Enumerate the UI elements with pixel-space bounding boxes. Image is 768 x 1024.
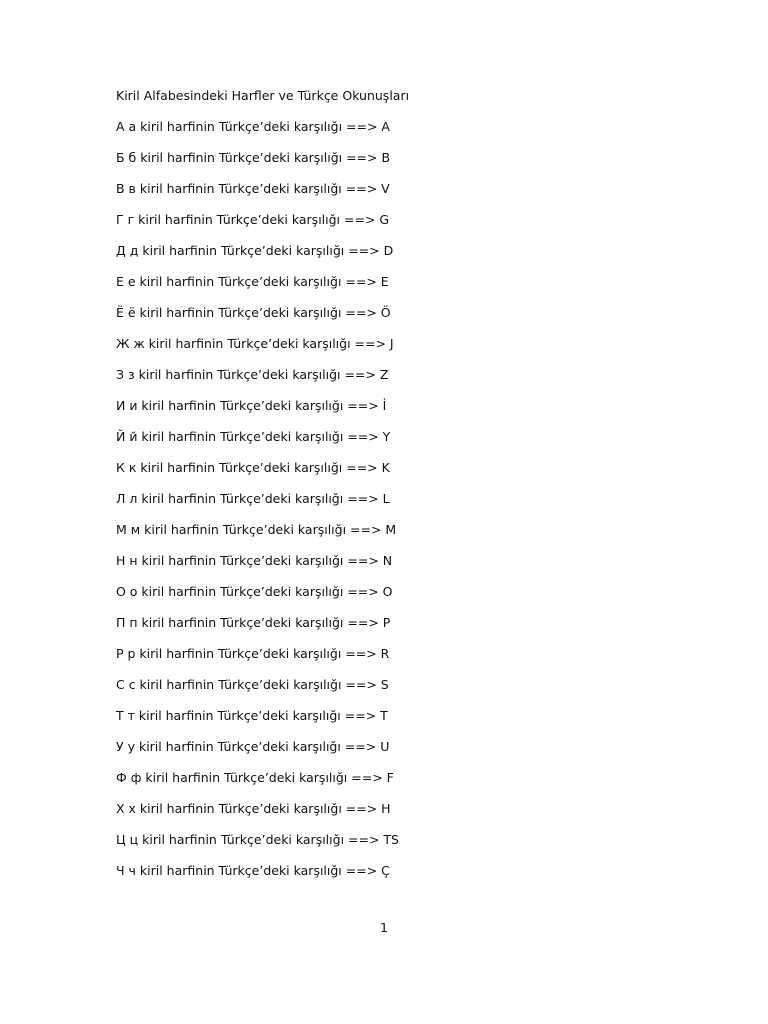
letter-line-ge: Г г kiril harfinin Türkçe’deki karşılığı ==> G bbox=[116, 212, 390, 227]
letter-line-yo: Ё ё kiril harfinin Türkçe’deki karşılığı ==> Ö bbox=[116, 305, 391, 320]
document-body bbox=[116, 86, 676, 892]
letter-line-kha: Х х kiril harfinin Türkçe’deki karşılığı ==> H bbox=[116, 801, 391, 816]
letter-line-en: Н н kiril harfinin Türkçe’deki karşılığı ==> N bbox=[116, 553, 393, 568]
letter-line-te: Т т kiril harfinin Türkçe’deki karşılığı ==> T bbox=[116, 708, 388, 723]
letter-line-ka: К к kiril harfinin Türkçe’deki karşılığı ==> K bbox=[116, 460, 390, 475]
letter-line-i: И и kiril harfinin Türkçe’deki karşılığı ==> İ bbox=[116, 398, 387, 413]
letter-line-em: М м kiril harfinin Türkçe’deki karşılığı ==> M bbox=[116, 522, 397, 537]
letter-line-short-i: Й й kiril harfinin Türkçe’deki karşılığı ==> Y bbox=[116, 429, 391, 444]
letter-line-che: Ч ч kiril harfinin Türkçe’deki karşılığı ==> Ç bbox=[116, 863, 390, 878]
letter-line-ef: Ф ф kiril harfinin Türkçe’deki karşılığı ==> F bbox=[116, 770, 394, 785]
letter-line-pe: П п kiril harfinin Türkçe’deki karşılığı ==> P bbox=[116, 615, 391, 630]
page-number: 1 bbox=[380, 920, 388, 935]
letter-line-u: У у kiril harfinin Türkçe’deki karşılığı ==> U bbox=[116, 739, 390, 754]
letter-line-a: А а kiril harfinin Türkçe’deki karşılığı ==> A bbox=[116, 119, 390, 134]
letter-line-o: О о kiril harfinin Türkçe’deki karşılığı ==> O bbox=[116, 584, 393, 599]
letter-line-be: Б б kiril harfinin Türkçe’deki karşılığı ==> B bbox=[116, 150, 391, 165]
letter-list bbox=[116, 117, 676, 881]
letter-line-es: С с kiril harfinin Türkçe’deki karşılığı ==> S bbox=[116, 677, 389, 692]
letter-line-el: Л л kiril harfinin Türkçe’deki karşılığı ==> L bbox=[116, 491, 390, 506]
letter-line-er: Р р kiril harfinin Türkçe’deki karşılığı ==> R bbox=[116, 646, 390, 661]
letter-line-ve: В в kiril harfinin Türkçe’deki karşılığı ==> V bbox=[116, 181, 390, 196]
letter-line-de: Д д kiril harfinin Türkçe’deki karşılığı ==> D bbox=[116, 243, 394, 258]
letter-line-tse: Ц ц kiril harfinin Türkçe’deki karşılığı ==> TS bbox=[116, 832, 399, 847]
letter-line-ze: З з kiril harfinin Türkçe’deki karşılığı ==> Z bbox=[116, 367, 389, 382]
letter-line-ye: Е е kiril harfinin Türkçe’deki karşılığı ==> E bbox=[116, 274, 389, 289]
document-title: Kiril Alfabesindeki Harfler ve Türkçe Okunuşları bbox=[116, 88, 410, 103]
letter-line-zhe: Ж ж kiril harfinin Türkçe’deki karşılığı ==> J bbox=[116, 336, 394, 351]
